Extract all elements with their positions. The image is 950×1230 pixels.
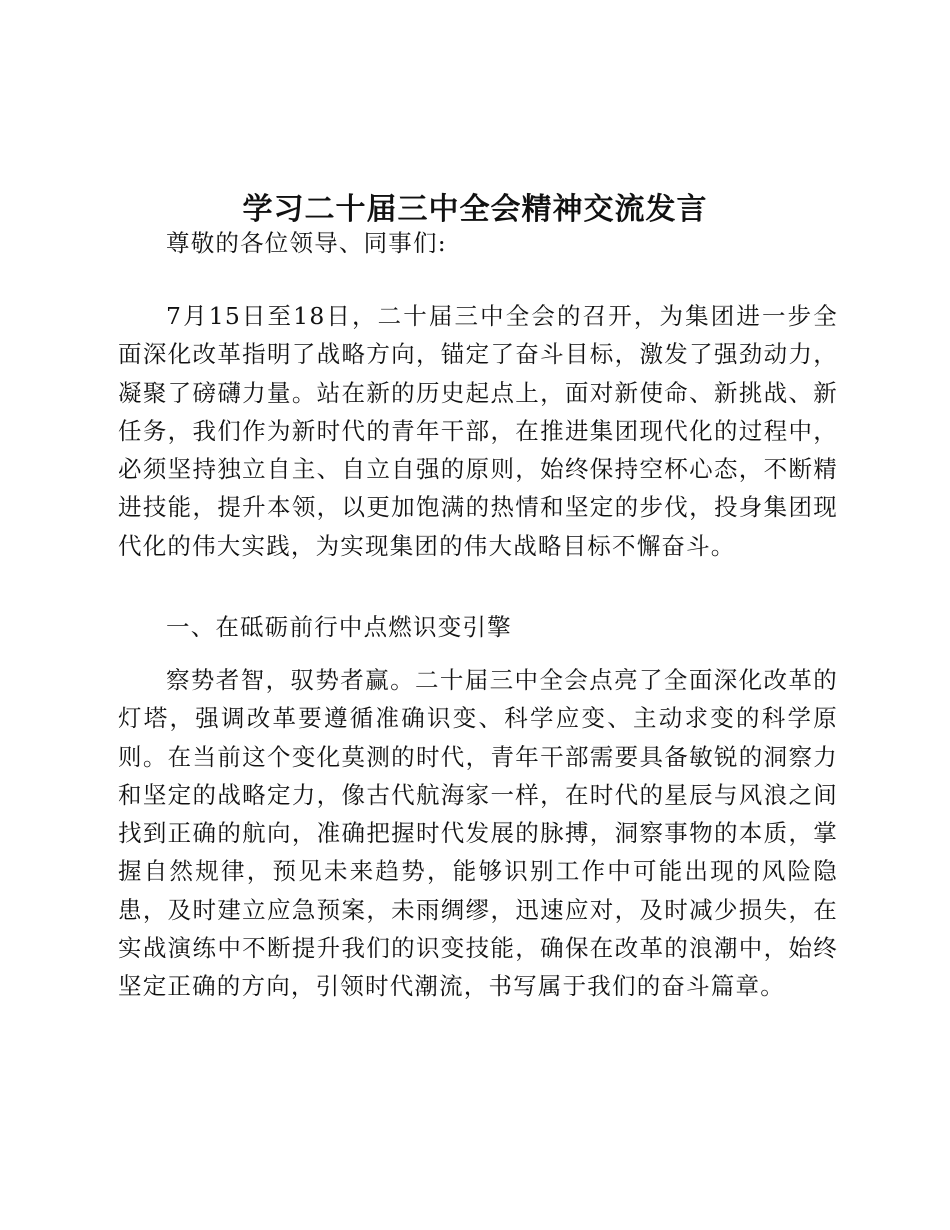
document-title: 学习二十届三中全会精神交流发言: [242, 192, 708, 227]
greeting: 尊敬的各位领导、同事们:: [166, 229, 447, 257]
paragraph-section-1: 察势者智，驭势者赢。二十届三中全会点亮了全面深化改革的灯塔，强调改革要遵循准确识变、科学应变、主动求变的科学原则。在当前这个变化莫测的时代，青年干部需要具备敏锐的洞察力和坚定的战略定力，像古代航海家一样，在时代的星辰与风浪之间找到正确的航向，准确把握时代发展的脉搏，洞察事物的本质，掌握自然规律，预见未来趋势，能够识别工作中可能出现的风险隐患，及时建立应急预案，未雨绸缪，迅速应对，及时减少损失，在实战演练中不断提升我们的识变技能，确保在改革的浪潮中，始终坚定正确的方向，引领时代潮流，书写属于我们的奋斗篇章。: [118, 666, 838, 1001]
paragraph-intro: 7月15日至18日，二十届三中全会的召开，为集团进一步全面深化改革指明了战略方向，锚定了奋斗目标，激发了强劲动力，凝聚了磅礴力量。站在新的历史起点上，面对新使命、新挑战、新任务，我们作为新时代的青年干部，在推进集团现代化的过程中，必须坚持独立自主、自立自强的原则，始终保持空杯心态，不断精进技能，提升本领，以更加饱满的热情和坚定的步伐，投身集团现代化的伟大实践，为实现集团的伟大战略目标不懈奋斗。: [118, 302, 838, 560]
section-heading: 一、在砥砺前行中点燃识变引擎: [166, 613, 512, 641]
